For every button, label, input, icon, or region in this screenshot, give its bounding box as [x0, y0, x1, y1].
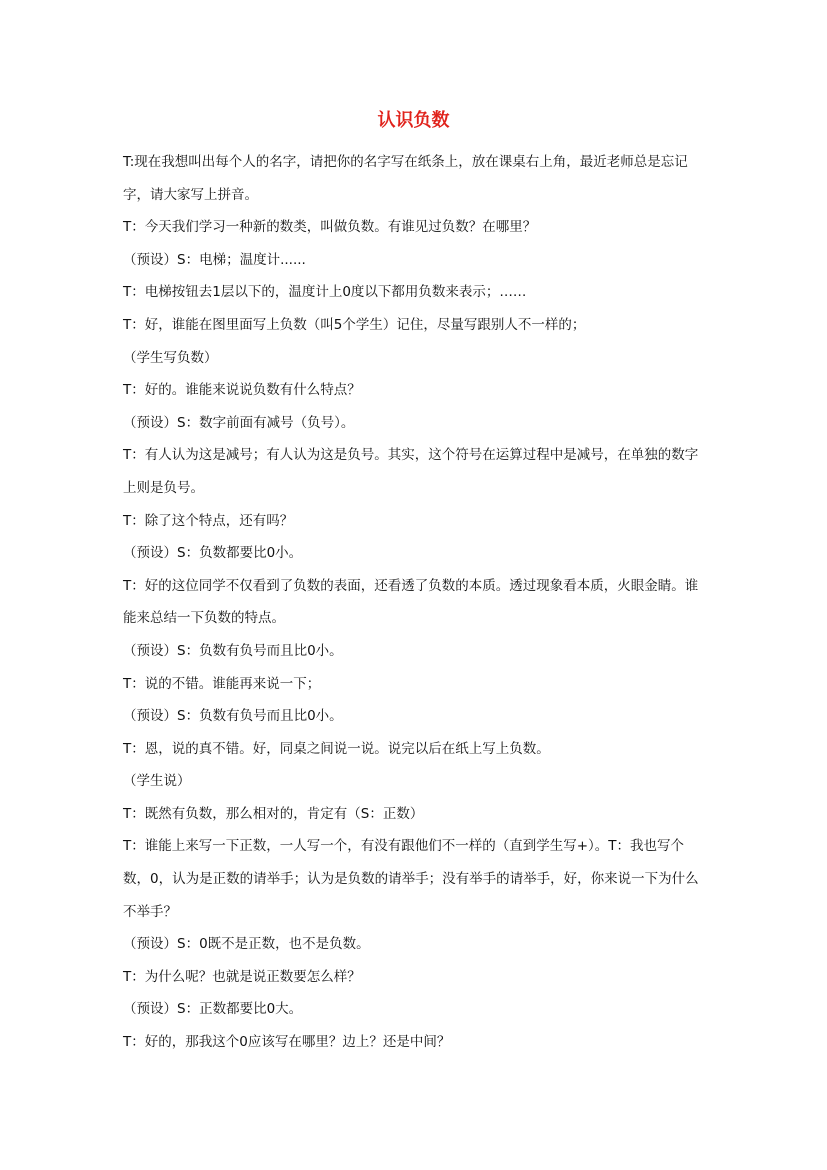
paragraph: T:现在我想叫出每个人的名字，请把你的名字写在纸条上，放在课桌右上角，最近老师总是忘记字，请大家写上拼音。: [123, 154, 688, 203]
paragraph: T：谁能上来写一下正数，一人写一个，有没有跟他们不一样的（直到学生写+）。T：我也写个数，0，认为是正数的请举手；认为是负数的请举手；没有举手的请举手，好，你来说一下为什么不举手？: [123, 838, 699, 920]
paragraph: T：好的这位同学不仅看到了负数的表面，还看透了负数的本质。透过现象看本质，火眼金睛。谁能来总结一下负数的特点。: [123, 577, 699, 627]
paragraph: T：除了这个特点，还有吗？: [123, 512, 294, 529]
paragraph: （预设）S：数字前面有减号（负号）。: [123, 414, 355, 431]
page-title: 认识负数: [377, 110, 450, 131]
paragraph: T：好的。谁能来说说负数有什么特点？: [123, 382, 361, 399]
paragraph: T：为什么呢？也就是说正数要怎么样？: [123, 968, 361, 985]
paragraph: T：今天我们学习一种新的数类，叫做负数。有谁见过负数？在哪里？: [123, 219, 537, 236]
paragraph: （预设）S：负数都要比0小。: [123, 545, 303, 562]
paragraph: （预设）S：正数都要比0大。: [123, 1001, 303, 1018]
paragraph: T：有人认为这是减号；有人认为这是负号。其实，这个符号在运算过程中是减号，在单独的数字上则是负号。: [123, 447, 699, 496]
document-body: [123, 146, 708, 1059]
paragraph: （学生说）: [123, 773, 191, 790]
paragraph: T：既然有负数，那么相对的，肯定有（S：正数）: [123, 805, 424, 822]
paragraph: （预设）S：电梯；温度计......: [123, 251, 306, 268]
paragraph: T：好，谁能在图里面写上负数（叫5个学生）记住，尽量写跟别人不一样的；: [123, 316, 586, 333]
paragraph: （预设）S：0既不是正数，也不是负数。: [123, 936, 370, 953]
paragraph: T：恩，说的真不错。好，同桌之间说一说。说完以后在纸上写上负数。: [123, 740, 550, 757]
paragraph: （预设）S：负数有负号而且比0小。: [123, 708, 343, 725]
paragraph: （预设）S：负数有负号而且比0小。: [123, 642, 343, 659]
paragraph: T：好的，那我这个0应该写在哪里？边上？还是中间？: [123, 1034, 451, 1051]
paragraph: （学生写负数）: [123, 349, 218, 366]
paragraph: T：说的不错。谁能再来说一下；: [123, 675, 321, 692]
paragraph: T：电梯按钮去1层以下的，温度计上0度以下都用负数来表示；……: [123, 284, 527, 301]
